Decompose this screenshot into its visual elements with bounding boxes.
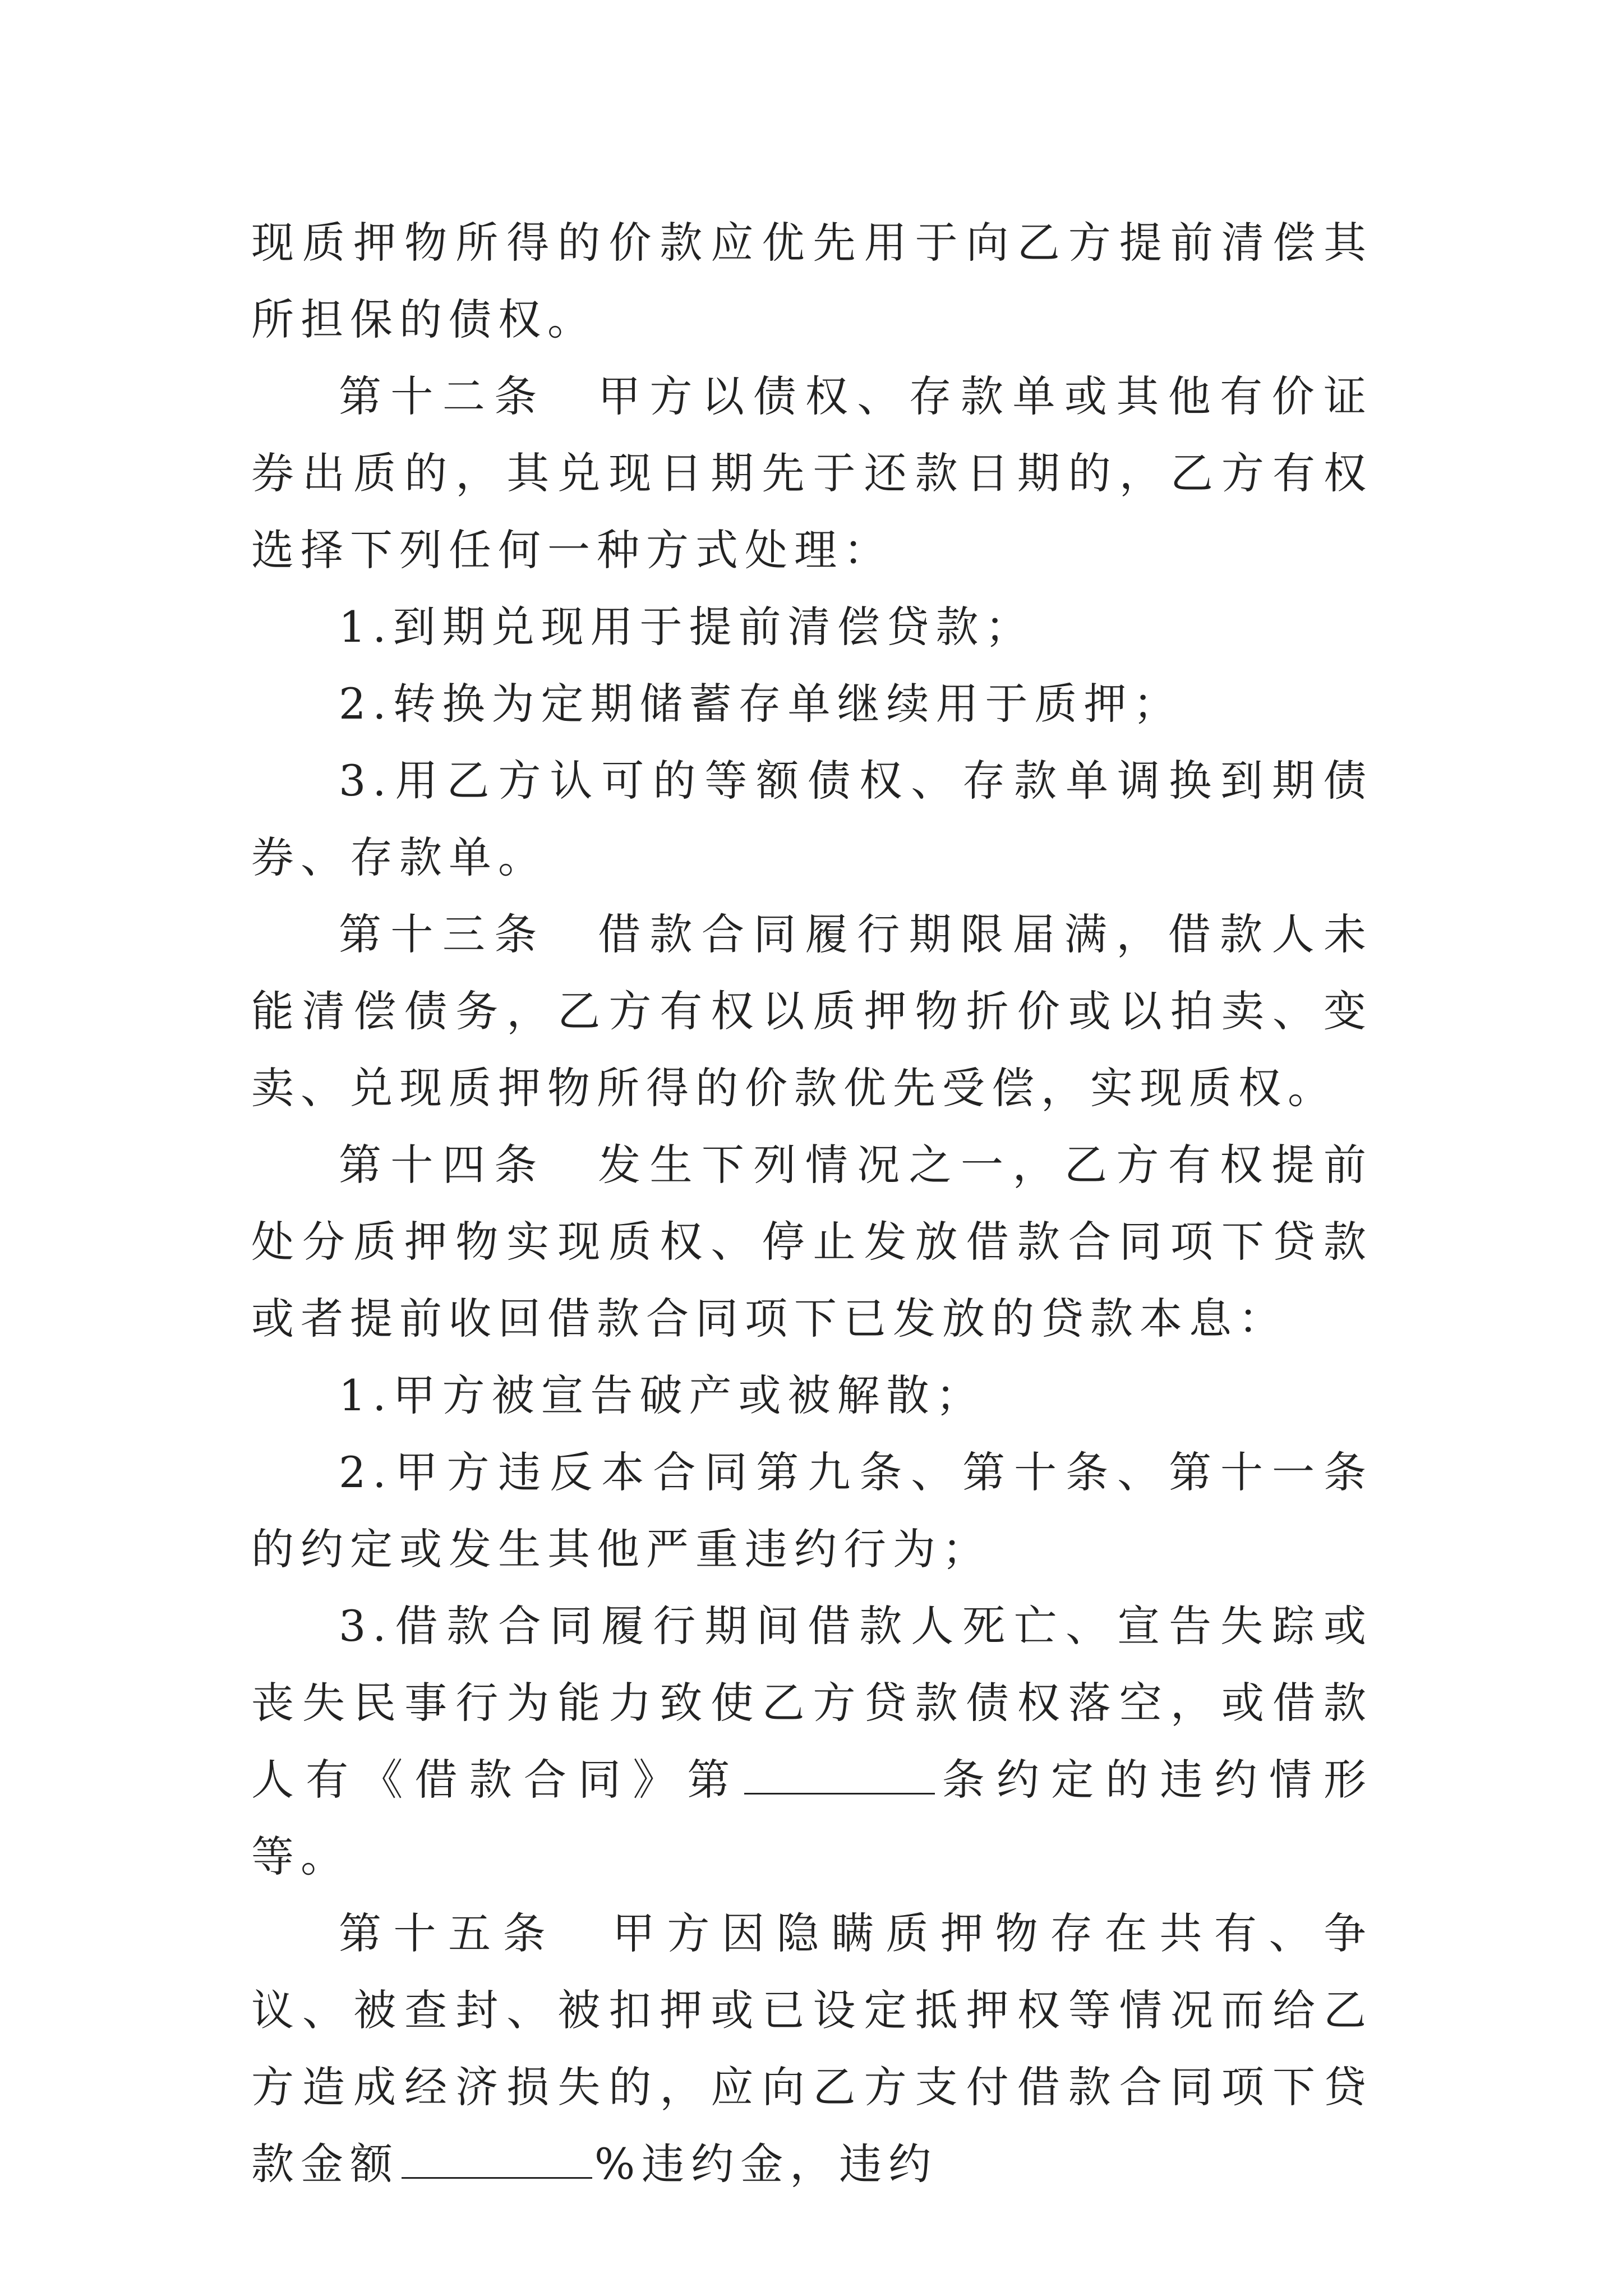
article-15-text-after: %违约金，违约: [594, 2139, 938, 2189]
article-14-item-3-text-after: 条约定的违约情形等。: [251, 1755, 1373, 1881]
article-14-item-3: [251, 1588, 1373, 1895]
fill-in-blank-penalty-percent[interactable]: [402, 2138, 592, 2179]
article-12-item-3: 3.用乙方认可的等额债权、存款单调换到期债券、存款单。: [251, 756, 1373, 882]
article-15-text-before: 第十五条 甲方因隐瞒质押物存在共有、争议、被查封、被扣押或已设定抵押权等情况而给乙方造成经济损失的，应向乙方支付借款合同项下贷款金额: [251, 1908, 1373, 2189]
article-12: 第十二条 甲方以债权、存款单或其他有价证券出质的，其兑现日期先于还款日期的，乙方有权选择下列任何一种方式处理：: [251, 371, 1373, 575]
document-body: [251, 204, 1373, 2202]
paragraph-continuation: 现质押物所得的价款应优先用于向乙方提前清偿其所担保的债权。: [251, 218, 1373, 344]
article-12-item-2: 2.转换为定期储蓄存单继续用于质押；: [339, 679, 1183, 729]
article-14-item-2: 2.甲方违反本合同第九条、第十条、第十一条的约定或发生其他严重违约行为；: [251, 1447, 1373, 1574]
article-14-item-3-text-before: 3.借款合同履行期间借款人死亡、宣告失踪或丧失民事行为能力致使乙方贷款债权落空，或借款人有《借款合同》第: [251, 1601, 1373, 1805]
fill-in-blank-article-number[interactable]: [744, 1754, 935, 1795]
article-15: [251, 1895, 1373, 2202]
article-14: 第十四条 发生下列情况之一，乙方有权提前处分质押物实现质权、停止发放借款合同项下贷款或者提前收回借款合同项下已发放的贷款本息：: [251, 1140, 1373, 1343]
article-14-item-1: 1.甲方被宣告破产或被解散；: [339, 1370, 985, 1420]
article-12-item-1: 1.到期兑现用于提前清偿贷款；: [339, 602, 1035, 652]
article-13: 第十三条 借款合同履行期限届满，借款人未能清偿债务，乙方有权以质押物折价或以拍卖、变卖、兑现质押物所得的价款优先受偿，实现质权。: [251, 909, 1373, 1113]
